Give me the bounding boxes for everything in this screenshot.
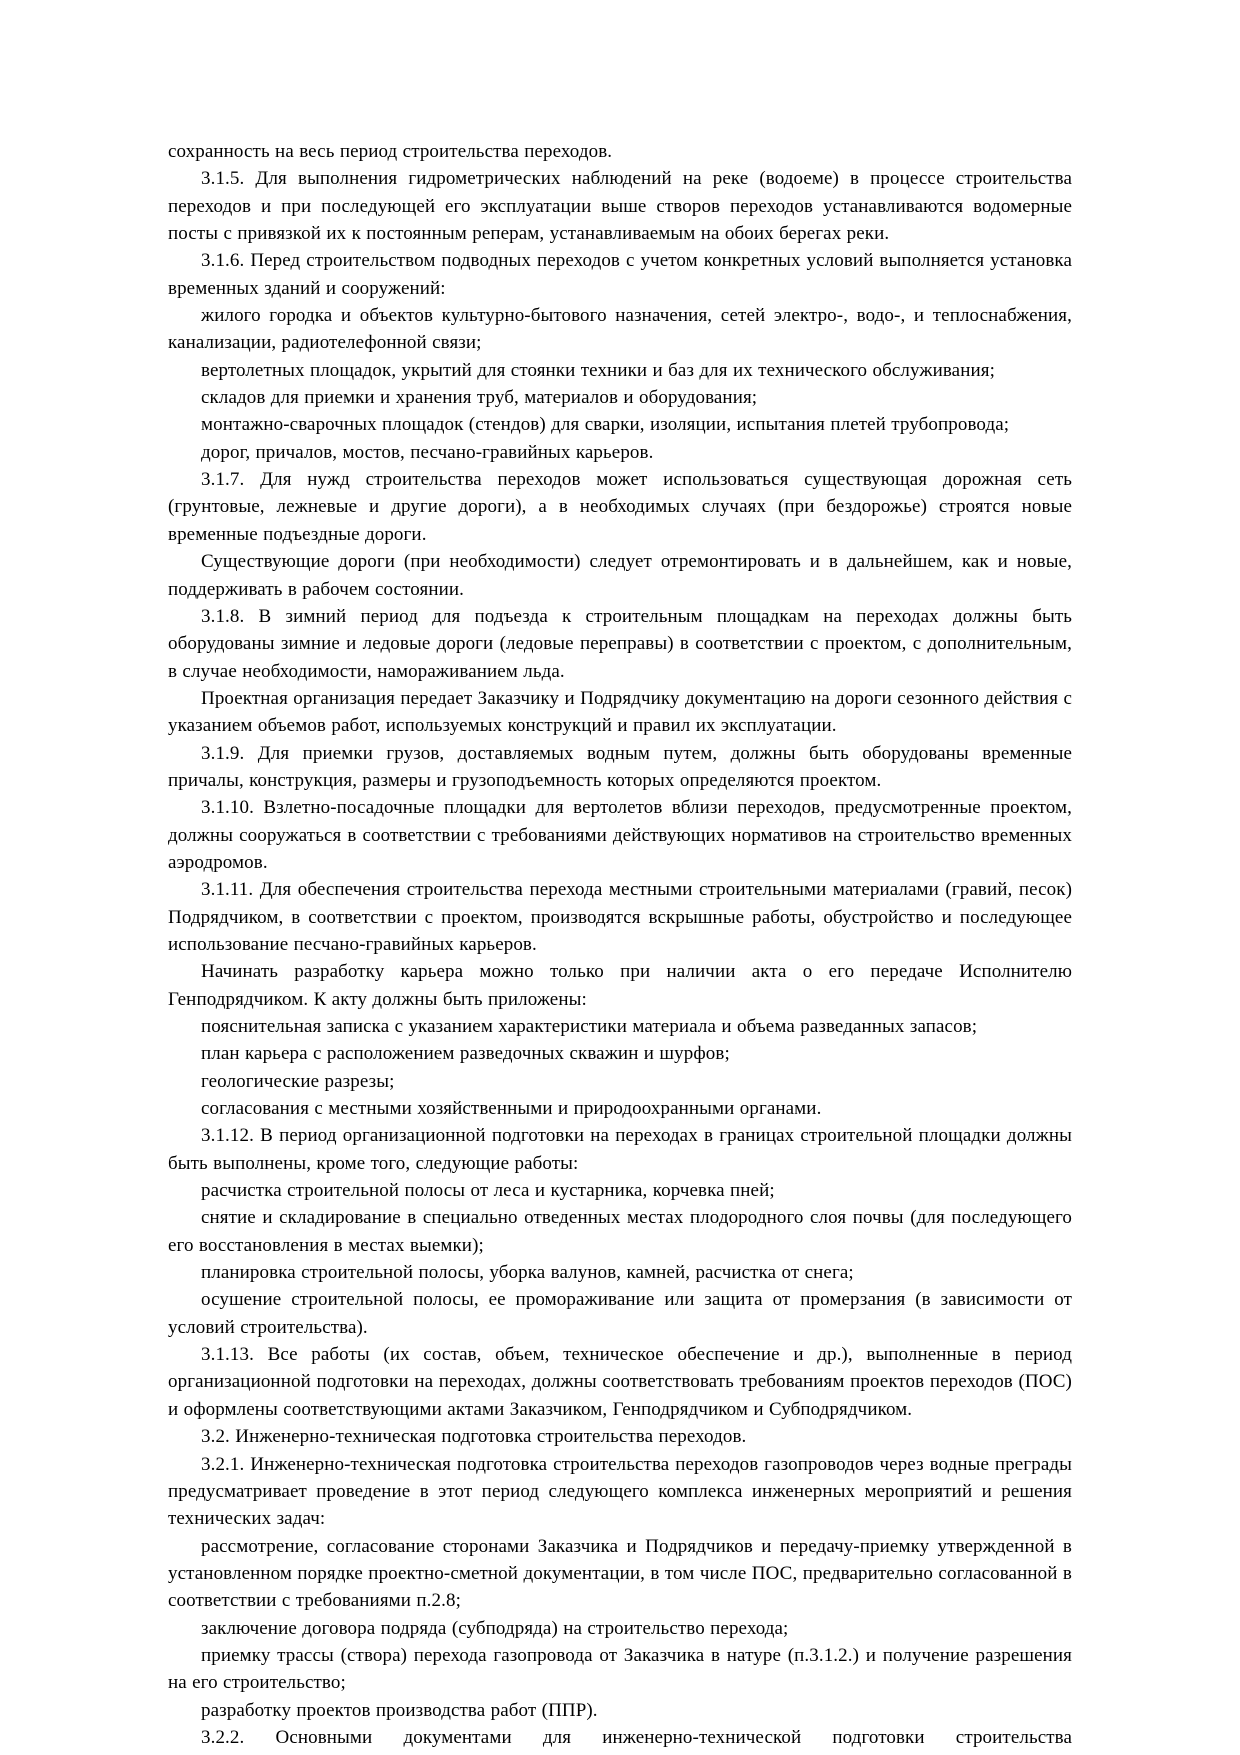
paragraph: пояснительная записка с указанием характеристики материала и объема разведанных запасов; xyxy=(201,1016,978,1037)
paragraph: Начинать разработку карьера можно только при наличии акта о его передаче Исполнителю Генподрядчиком. К акту должны быть приложены: xyxy=(168,961,1072,1010)
paragraph: сохранность на весь период строительства переходов. xyxy=(168,141,613,162)
paragraph: осушение строительной полосы, ее промораживание или защита от промерзания (в зависимости от условий строительства). xyxy=(168,1289,1072,1338)
paragraph: 3.1.6. Перед строительством подводных переходов с учетом конкретных условий выполняется установка временных зданий и сооружений: xyxy=(168,250,1072,299)
paragraph: жилого городка и объектов культурно-бытового назначения, сетей электро-, водо-, и теплоснабжения, канализации, радиотелефонной связи; xyxy=(168,305,1072,354)
paragraph: 3.2. Инженерно-техническая подготовка строительства переходов. xyxy=(201,1426,747,1448)
paragraph: 3.2.1. Инженерно-техническая подготовка строительства переходов газопроводов через водные преграды предусматривает проведение в этот период следующего комплекса инженерных мероприятий и решения технических задач: xyxy=(168,1453,1072,1530)
paragraph: заключение договора подряда (субподряда) на строительство перехода; xyxy=(201,1617,789,1639)
paragraph: планировка строительной полосы, уборка валунов, камней, расчистка от снега; xyxy=(201,1262,854,1284)
paragraph: 3.1.7. Для нужд строительства переходов может использоваться существующая дорожная сеть (грунтовые, лежневые и другие дороги), а в необходимых случаях (при бездорожье) строятся новые временные подъездные дороги. xyxy=(168,469,1072,545)
paragraph: 3.1.10. Взлетно-посадочные площадки для вертолетов вблизи переходов, предусмотренные проектом, должны сооружаться в соответствии с требованиями действующих нормативов на строительство временных аэродромов. xyxy=(168,797,1072,873)
document-body xyxy=(168,138,1072,1751)
paragraph: 3.1.9. Для приемки грузов, доставляемых водным путем, должны быть оборудованы временные причалы, конструкция, размеры и грузоподъемность которых определяются проектом. xyxy=(168,742,1072,791)
paragraph: расчистка строительной полосы от леса и кустарника, корчевка пней; xyxy=(201,1180,775,1202)
paragraph: складов для приемки и хранения труб, материалов и оборудования; xyxy=(201,387,758,409)
paragraph: 3.1.13. Все работы (их состав, объем, техническое обеспечение и др.), выполненные в период организационной подготовки на переходах, должны соответствовать требованиям проектов переходов (ПОС) и оформлены соответствующими актами Заказчиком, Генподрядчиком и Субподрядчиком. xyxy=(168,1344,1072,1420)
paragraph: Существующие дороги (при необходимости) следует отремонтировать и в дальнейшем, как и новые, поддерживать в рабочем состоянии. xyxy=(168,551,1072,600)
paragraph: 3.1.11. Для обеспечения строительства перехода местными строительными материалами (гравий, песок) Подрядчиком, в соответствии с проектом, производятся вскрышные работы, обустройство и последующее использование песчано-гравийных карьеров. xyxy=(168,879,1072,955)
paragraph: 3.1.5. Для выполнения гидрометрических наблюдений на реке (водоеме) в процессе строительства переходов и при последующей его эксплуатации выше створов переходов устанавливаются водомерные посты с привязкой их к постоянным реперам, устанавливаемым на обоих берегах реки. xyxy=(168,168,1072,245)
paragraph: монтажно-сварочных площадок (стендов) для сварки, изоляции, испытания плетей трубопровода; xyxy=(201,414,1010,436)
paragraph: рассмотрение, согласование сторонами Заказчика и Подрядчиков и передачу-приемку утвержденной в установленном порядке проектно-сметной документации, в том числе ПОС, предварительно согласованной в соответствии с требованиями п.2.8; xyxy=(168,1535,1072,1612)
paragraph: 3.1.12. В период организационной подготовки на переходах в границах строительной площадки должны быть выполнены, кроме того, следующие работы: xyxy=(168,1125,1072,1174)
paragraph: дорог, причалов, мостов, песчано-гравийных карьеров. xyxy=(201,441,654,463)
paragraph: план карьера с расположением разведочных скважин и шурфов; xyxy=(201,1043,730,1065)
paragraph: согласования с местными хозяйственными и природоохранными органами. xyxy=(201,1098,822,1120)
paragraph: вертолетных площадок, укрытий для стоянки техники и баз для их технического обслуживания; xyxy=(201,359,995,381)
paragraph: геологические разрезы; xyxy=(201,1070,395,1092)
paragraph: приемку трассы (створа) перехода газопровода от Заказчика в натуре (п.3.1.2.) и получение разрешения на его строительство; xyxy=(168,1644,1072,1694)
paragraph: снятие и складирование в специально отведенных местах плодородного слоя почвы (для последующего его восстановления в местах выемки); xyxy=(168,1207,1072,1256)
paragraph: 3.1.8. В зимний период для подъезда к строительным площадкам на переходах должны быть оборудованы зимние и ледовые дороги (ледовые переправы) в соответствии с проектом, с дополнительным, в случае необходимости, намораживанием льда. xyxy=(168,605,1072,682)
paragraph: Проектная организация передает Заказчику и Подрядчику документацию на дороги сезонного действия с указанием объемов работ, используемых конструкций и правил их эксплуатации. xyxy=(168,687,1072,737)
paragraph: 3.2.2. Основными документами для инженерно-технической подготовки строительства xyxy=(201,1726,1072,1748)
paragraph: разработку проектов производства работ (ППР). xyxy=(201,1699,598,1721)
